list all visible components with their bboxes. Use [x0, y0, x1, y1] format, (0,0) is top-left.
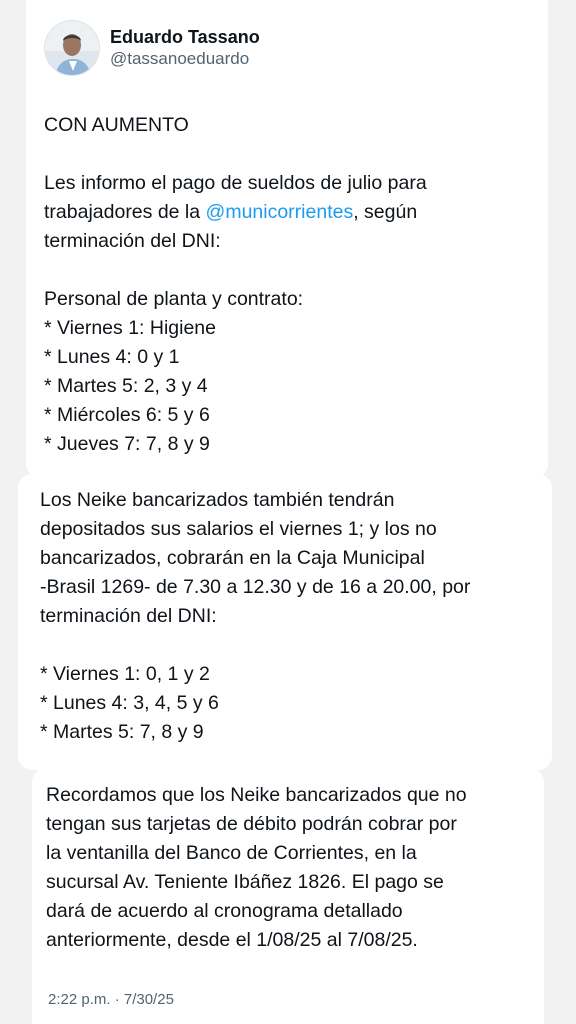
neike-line: Los Neike bancarizados también tendrán [40, 489, 395, 511]
intro-line-2-suffix: , según [353, 201, 418, 223]
intro-line-3: terminación del DNI: [44, 230, 221, 252]
mention-link[interactable]: @municorrientes [205, 201, 354, 223]
staff-schedule-item: * Miércoles 6: 5 y 6 [44, 404, 210, 426]
author-handle[interactable]: @tassanoeduardo [110, 49, 250, 68]
neike-line: depositados sus salarios el viernes 1; y los no [40, 518, 437, 540]
post-text-block-1 [44, 111, 427, 459]
neike-line: -Brasil 1269- de 7.30 a 12.30 y de 16 a 20.00, por [40, 576, 471, 598]
intro-line-2-prefix: trabajadores de la [44, 201, 206, 223]
neike-schedule-item: * Martes 5: 7, 8 y 9 [40, 721, 204, 743]
author-display-name[interactable]: Eduardo Tassano [110, 27, 260, 47]
staff-schedule-item: * Lunes 4: 0 y 1 [44, 346, 180, 368]
neike-line: bancarizados, cobrarán en la Caja Municipal [40, 547, 425, 569]
reminder-line: sucursal Av. Teniente Ibáñez 1826. El pago se [46, 871, 444, 893]
intro-line-1: Les informo el pago de sueldos de julio para [44, 172, 427, 194]
intro-line-2 [44, 198, 427, 227]
staff-heading: Personal de planta y contrato: [44, 288, 304, 310]
neike-schedule-item: * Lunes 4: 3, 4, 5 y 6 [40, 692, 219, 714]
reminder-line: dará de acuerdo al cronograma detallado [46, 900, 403, 922]
staff-schedule-item: * Viernes 1: Higiene [44, 317, 216, 339]
post-heading: CON AUMENTO [44, 114, 189, 136]
post-text-block-3 [46, 781, 467, 955]
reminder-line: anteriormente, desde el 1/08/25 al 7/08/25. [46, 929, 418, 951]
staff-schedule-item: * Martes 5: 2, 3 y 4 [44, 375, 208, 397]
reminder-line: la ventanilla del Banco de Corrientes, en la [46, 842, 417, 864]
neike-schedule-item: * Viernes 1: 0, 1 y 2 [40, 663, 210, 685]
post-text-block-2 [40, 486, 470, 747]
author-header[interactable] [44, 20, 260, 76]
reminder-line: Recordamos que los Neike bancarizados que no [46, 784, 467, 806]
reminder-line: tengan sus tarjetas de débito podrán cobrar por [46, 813, 457, 835]
avatar[interactable] [44, 20, 100, 76]
profile-photo-icon [45, 21, 100, 76]
post-timestamp[interactable]: 2:22 p.m. · 7/30/25 [48, 991, 174, 1008]
neike-line: terminación del DNI: [40, 605, 217, 627]
staff-schedule-item: * Jueves 7: 7, 8 y 9 [44, 433, 210, 455]
